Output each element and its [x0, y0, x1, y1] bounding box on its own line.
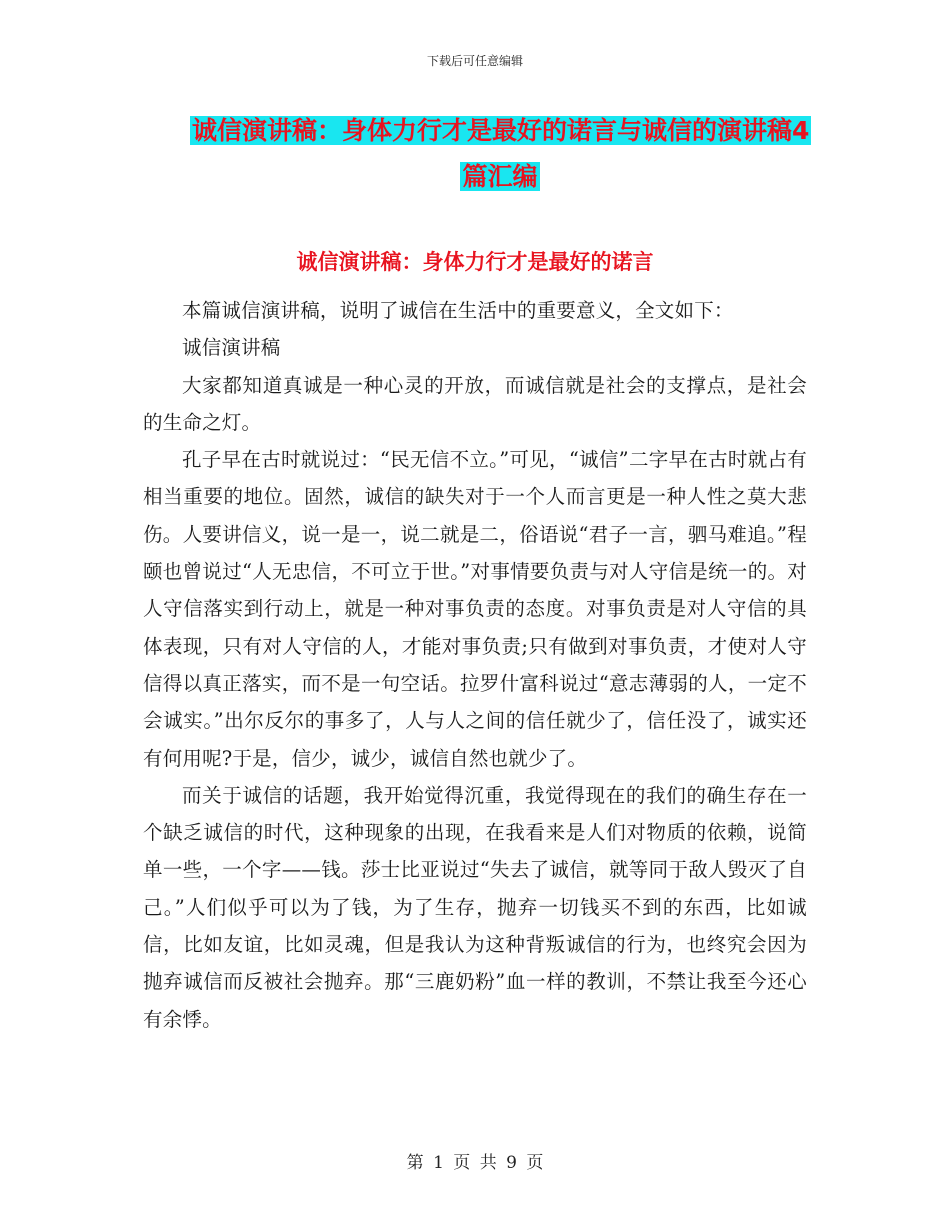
page-number-footer: 第 1 页 共 9 页 — [406, 1153, 544, 1173]
document-title — [190, 108, 810, 200]
paragraph-3: 而关于诚信的话题，我开始觉得沉重，我觉得现在的我们的确生存在一个缺乏诚信的时代，这种现象的出现，在我看来是人们对物质的依赖，说简单一些，一个字——钱。莎士比亚说过“失去了诚信，就等同于敌人毁灭了自己。”人们似乎可以为了钱，为了生存，抛弃一切钱买不到的东西，比如诚信，比如友谊，比如灵魂，但是我认为这种背叛诚信的行为，也终究会因为抛弃诚信而反被社会抛弃。那“三鹿奶粉”血一样的教训，不禁让我至今还心有余悸。 — [143, 783, 807, 1031]
paragraph-1: 大家都知道真诚是一种心灵的开放，而诚信就是社会的支撑点，是社会的生命之灯。 — [143, 373, 807, 434]
section-title: 诚信演讲稿：身体力行才是最好的诺言 — [296, 250, 654, 274]
document-body — [143, 292, 807, 1038]
document-title-text: 诚信演讲稿：身体力行才是最好的诺言与诚信的演讲稿4篇汇编 — [192, 116, 810, 191]
page-header-note: 下载后可任意编辑 — [426, 54, 523, 68]
paragraph-subheading: 诚信演讲稿 — [182, 336, 281, 360]
paragraph-2: 孔子早在古时就说过：“民无信不立。”可见，“诚信”二字早在古时就占有相当重要的地位。固然，诚信的缺失对于一个人而言更是一种人性之莫大悲伤。人要讲信义，说一是一，说二就是二，俗语说“君子一言，驷马难追。”程颐也曾说过“人无忠信，不可立于世。”对事情要负责与对人守信是统一的。对人守信落实到行动上，就是一种对事负责的态度。对事负责是对人守信的具体表现，只有对人守信的人，才能对事负责;只有做到对事负责，才使对人守信得以真正落实，而不是一句空话。拉罗什富科说过“意志薄弱的人，一定不会诚实。”出尔反尔的事多了，人与人之间的信任就少了，信任没了，诚实还有何用呢?于是，信少，诚少，诚信自然也就少了。 — [143, 448, 807, 770]
paragraph-intro: 本篇诚信演讲稿，说明了诚信在生活中的重要意义，全文如下： — [182, 299, 734, 322]
